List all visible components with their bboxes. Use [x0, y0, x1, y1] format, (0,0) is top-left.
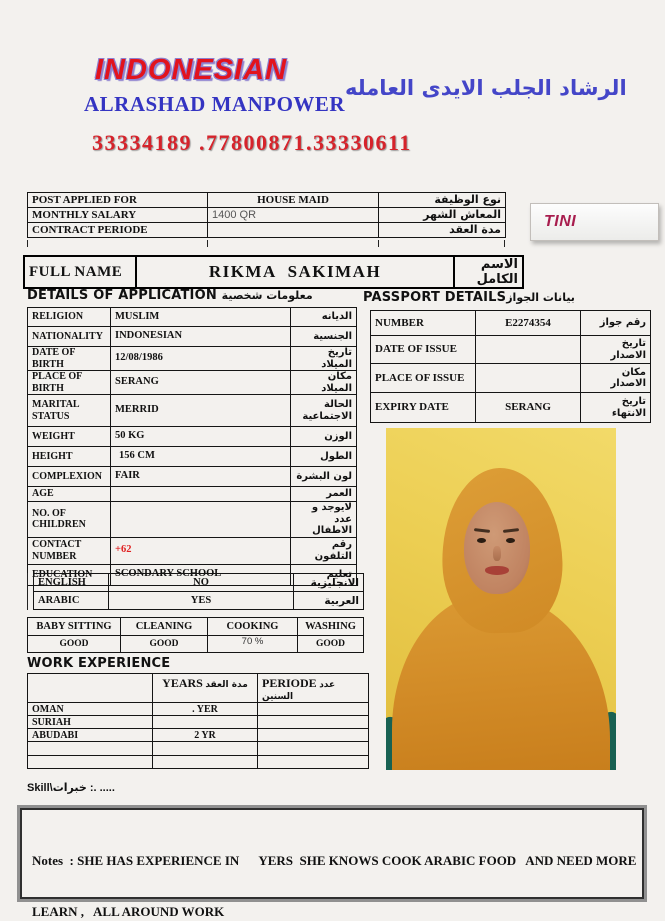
field-value	[208, 223, 379, 238]
field-label: WEIGHT	[28, 427, 111, 447]
mouth	[485, 566, 509, 575]
field-value: 12/08/1986	[111, 347, 291, 371]
skill-header: BABY SITTING	[28, 618, 121, 636]
field-arabic: رقم التلفون	[291, 537, 357, 564]
table-row	[28, 193, 506, 208]
field-value	[111, 502, 291, 538]
notes-box	[17, 805, 647, 919]
applicant-photo	[386, 428, 616, 770]
field-value: +62	[111, 537, 291, 564]
passport-section-heading	[363, 290, 575, 305]
heading-en: PASSPORT DETAILS	[363, 290, 507, 305]
field-value	[476, 364, 581, 393]
years-header-en: YEARS	[162, 676, 203, 690]
field-arabic: العمر	[291, 487, 357, 502]
field-label: NATIONALITY	[28, 327, 111, 347]
field-label: ENGLISH	[34, 574, 109, 592]
field-label: CONTRACT PERIODE	[28, 223, 208, 238]
field-value: 1400 QR	[208, 208, 379, 223]
field-arabic: الوزن	[291, 427, 357, 447]
skill-value: GOOD	[298, 636, 364, 653]
table-row	[371, 364, 651, 393]
table-row	[371, 336, 651, 364]
field-arabic: الجنسية	[291, 327, 357, 347]
field-arabic: نوع الوظيفة	[379, 193, 506, 208]
field-label: HEIGHT	[28, 447, 111, 467]
periode-header-en: PERIODE	[262, 676, 317, 690]
column-header	[153, 674, 258, 703]
table-row	[371, 393, 651, 423]
eye-left	[477, 538, 486, 543]
job-summary-table	[27, 192, 506, 238]
recruiter-stamp: TINI	[530, 203, 659, 241]
agency-name: ALRASHAD MANPOWER	[84, 92, 346, 116]
field-arabic: لايوجد و عدد الاطفال	[291, 502, 357, 538]
field-label: PLACE OF BIRTH	[28, 371, 111, 395]
table-row	[28, 371, 357, 395]
agency-name-arabic: الرشاد الجلب الايدى العامله	[345, 76, 627, 100]
field-arabic: العربية	[294, 592, 364, 610]
field-label: EDUCATION	[28, 564, 111, 585]
field-arabic: مكان الميلاد	[291, 371, 357, 395]
periode-cell	[258, 742, 369, 756]
field-arabic: لون البشرة	[291, 467, 357, 487]
field-label: DATE OF ISSUE	[371, 336, 476, 364]
work-experience-heading: WORK EXPERIENCE	[27, 656, 171, 671]
nose	[493, 546, 501, 561]
eyebrow-left	[474, 528, 490, 533]
skill-header: COOKING	[208, 618, 298, 636]
field-value	[476, 336, 581, 364]
table-row	[28, 674, 369, 703]
skill-value: 70 %	[208, 636, 298, 653]
field-value: INDONESIAN	[111, 327, 291, 347]
table-row	[28, 223, 506, 238]
periode-cell	[258, 756, 369, 769]
table-row	[28, 208, 506, 223]
field-value: MERRID	[111, 395, 291, 427]
field-label: MARITAL STATUS	[28, 395, 111, 427]
years-cell	[153, 756, 258, 769]
table-row	[28, 537, 357, 564]
heading-ar: معلومات شخصية	[221, 289, 313, 302]
work-experience-table	[27, 673, 369, 769]
table-tick	[504, 240, 505, 247]
notes-line-2: LEARN , ALL AROUND WORK	[32, 904, 225, 919]
field-arabic: مدة العقد	[379, 223, 506, 238]
table-row	[28, 447, 357, 467]
full-name-value: RIKMA SAKIMAH	[136, 256, 454, 288]
table-row	[28, 427, 357, 447]
notes-line-1: Notes : SHE HAS EXPERIENCE IN YERS SHE KNOWS COOK ARABIC FOOD AND NEED MORE	[32, 853, 637, 868]
table-row	[28, 618, 364, 636]
table-tick	[27, 240, 28, 247]
field-value: NO	[109, 574, 294, 592]
table-row	[28, 467, 357, 487]
field-arabic: المعاش الشهر	[379, 208, 506, 223]
eye-right	[506, 538, 515, 543]
field-value: E2274354	[476, 311, 581, 336]
table-row	[28, 395, 357, 427]
field-label: MONTHLY SALARY	[28, 208, 208, 223]
field-value: SCONDARY SCHOOL	[111, 564, 291, 585]
column-header	[258, 674, 369, 703]
table-row	[28, 729, 369, 742]
application-details-table	[27, 307, 357, 586]
table-row	[24, 256, 523, 288]
country-cell	[28, 742, 153, 756]
field-label: NUMBER	[371, 311, 476, 336]
country-cell: ABUDABI	[28, 729, 153, 742]
table-row	[28, 742, 369, 756]
country-cell: OMAN	[28, 703, 153, 716]
table-row	[34, 574, 364, 592]
field-label: POST APPLIED FOR	[28, 193, 208, 208]
field-label: CONTACT NUMBER	[28, 537, 111, 564]
table-row	[28, 502, 357, 538]
field-value: SERANG	[476, 393, 581, 423]
skill-header: CLEANING	[121, 618, 208, 636]
field-label: COMPLEXION	[28, 467, 111, 487]
field-arabic: تعليم	[291, 564, 357, 585]
periode-cell	[258, 703, 369, 716]
field-value: FAIR	[111, 467, 291, 487]
field-arabic: تاريخ الاصدار	[581, 336, 651, 364]
field-arabic: تاريخ الانتهاء	[581, 393, 651, 423]
table-row	[28, 716, 369, 729]
periode-cell	[258, 729, 369, 742]
passport-details-table	[370, 310, 651, 423]
skill-header: WASHING	[298, 618, 364, 636]
table-row	[28, 327, 357, 347]
skill-value: GOOD	[121, 636, 208, 653]
periode-header-ar: عدد السنين	[262, 680, 336, 702]
table-row	[28, 347, 357, 371]
heading-en: DETAILS OF APPLICATION	[27, 288, 217, 303]
table-row	[28, 487, 357, 502]
field-label: PLACE OF ISSUE	[371, 364, 476, 393]
years-cell	[153, 742, 258, 756]
skills-table	[27, 617, 364, 653]
skill-line	[27, 781, 115, 794]
skill-value: GOOD	[28, 636, 121, 653]
phone-numbers: 33334189 .77800871.33330611	[92, 130, 412, 155]
field-value: MUSLIM	[111, 308, 291, 327]
field-label: DATE OF BIRTH	[28, 347, 111, 371]
years-header-ar: مدة العقد	[205, 680, 248, 690]
field-value: YES	[109, 592, 294, 610]
field-label: EXPIRY DATE	[371, 393, 476, 423]
field-arabic: الديانه	[291, 308, 357, 327]
skill-arabic: خبرات	[52, 781, 87, 794]
field-value: HOUSE MAID	[208, 193, 379, 208]
skill-prefix: Skill\	[27, 782, 53, 794]
table-tick	[27, 573, 28, 610]
field-arabic: الانجليزية	[294, 574, 364, 592]
skill-dots: :. .....	[86, 782, 115, 794]
years-cell	[153, 716, 258, 729]
field-value: 50 KG	[111, 427, 291, 447]
country-cell	[28, 756, 153, 769]
table-row	[28, 308, 357, 327]
table-row	[34, 592, 364, 610]
details-section-heading	[27, 288, 313, 303]
field-arabic: الحالة الاجتماعية	[291, 395, 357, 427]
table-row	[371, 311, 651, 336]
languages-table	[33, 573, 364, 610]
field-label: RELIGION	[28, 308, 111, 327]
field-arabic: تاريخ الميلاد	[291, 347, 357, 371]
face	[464, 502, 530, 594]
full-name-label: FULL NAME	[24, 256, 136, 288]
table-row	[28, 756, 369, 769]
full-name-table	[23, 255, 524, 289]
table-row	[28, 636, 364, 653]
field-arabic: رقم جواز	[581, 311, 651, 336]
country-cell: SURIAH	[28, 716, 153, 729]
field-label: AGE	[28, 487, 111, 502]
table-row	[28, 703, 369, 716]
periode-cell	[258, 716, 369, 729]
column-header	[28, 674, 153, 703]
field-arabic: مكان الاصدار	[581, 364, 651, 393]
field-arabic: الطول	[291, 447, 357, 467]
notes-text	[20, 808, 644, 919]
brand-title: INDONESIAN	[95, 54, 288, 86]
full-name-arabic: الاسم الكامل	[454, 256, 523, 288]
years-cell: 2 YR	[153, 729, 258, 742]
field-value	[111, 487, 291, 502]
heading-ar: بيانات الجواز	[506, 291, 575, 304]
table-tick	[378, 240, 379, 247]
field-label: ARABIC	[34, 592, 109, 610]
table-tick	[207, 240, 208, 247]
field-value: 156 CM	[111, 447, 291, 467]
eyebrow-right	[503, 528, 519, 533]
field-label: NO. OF CHILDREN	[28, 502, 111, 538]
years-cell: . YER	[153, 703, 258, 716]
field-value: SERANG	[111, 371, 291, 395]
